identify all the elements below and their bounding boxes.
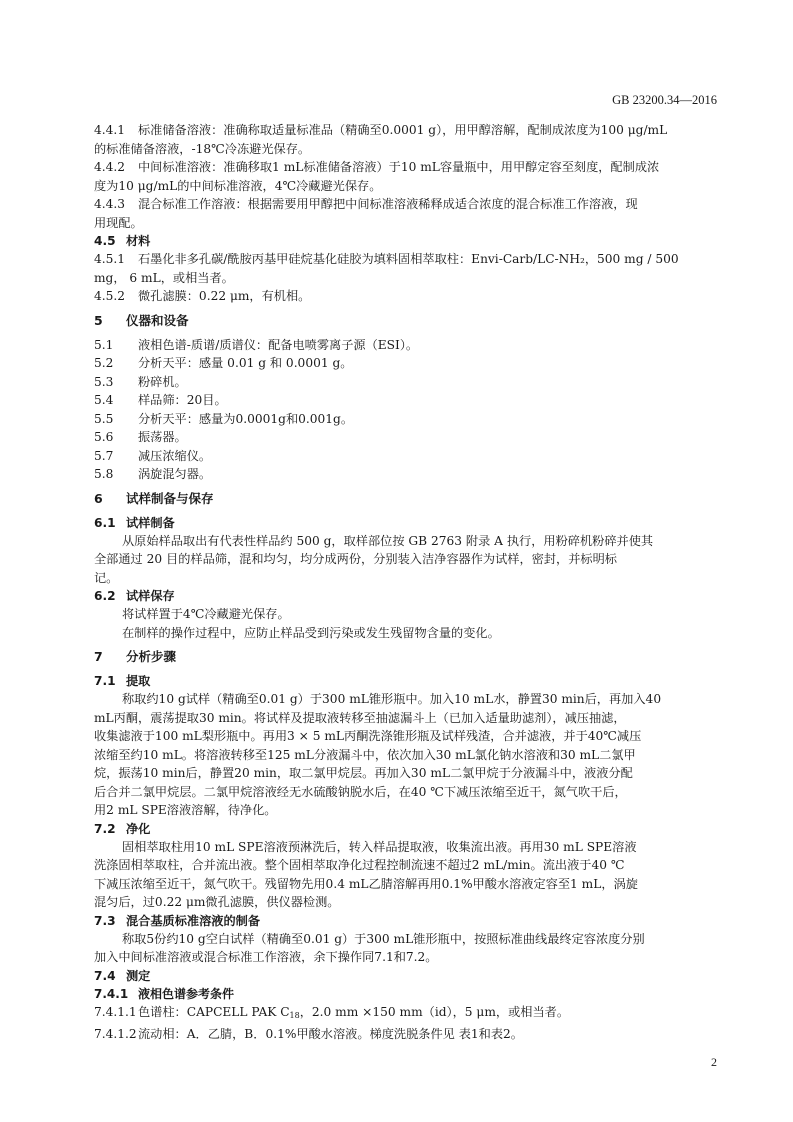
clause-4-5-1 xyxy=(94,250,718,269)
clause-number: 7.4.1.1 xyxy=(94,1004,137,1019)
clause-text: 石墨化非多孔碳/酰胺丙基甲硅烷基化硅胶为填料固相萃取柱：Envi-Carb/LC-NH₂，500 mg / 500 xyxy=(138,252,679,266)
heading-title: 净化 xyxy=(126,821,151,836)
clause-number: 4.4.3 xyxy=(94,197,126,211)
item-text: 分析天平：感量 0.01 g 和 0.0001 g。 xyxy=(138,356,353,370)
paragraph-line: 混匀后，过0.22 μm微孔滤膜，供仪器检测。 xyxy=(94,895,340,909)
heading-6 xyxy=(94,490,718,508)
item-number: 5.2 xyxy=(94,356,114,370)
heading-title: 提取 xyxy=(126,674,151,688)
equipment-item xyxy=(94,391,718,410)
heading-7-1 xyxy=(94,672,718,690)
item-number: 5.7 xyxy=(94,448,114,463)
heading-5 xyxy=(94,312,718,330)
clause-number: 4.5.1 xyxy=(94,252,126,266)
heading-7-4 xyxy=(94,967,718,985)
paragraph-line: 下减压浓缩至近干，氮气吹干。残留物先用0.4 mL乙腈溶解再用0.1%甲酸水溶液定容至1 mL，涡旋 xyxy=(94,876,638,891)
heading-number: 4.5 xyxy=(94,234,116,248)
equipment-item xyxy=(94,373,718,392)
subscript: 18 xyxy=(289,1010,300,1020)
item-text: 分析天平：感量为0.0001g和0.001g。 xyxy=(138,411,354,426)
item-number: 5.5 xyxy=(94,411,114,426)
clause-number: 4.4.2 xyxy=(94,160,126,174)
clause-number: 4.4.1 xyxy=(94,123,126,137)
heading-number: 6.1 xyxy=(94,515,116,530)
heading-number: 6 xyxy=(94,490,103,506)
item-text: 液相色谱-质谱/质谱仪：配备电喷雾离子源（ESI）。 xyxy=(138,337,419,352)
equipment-item xyxy=(94,428,718,447)
item-number: 5.4 xyxy=(94,393,114,407)
paragraph-line: 加入中间标准溶液或混合标准工作溶液，余下操作同7.1和7.2。 xyxy=(94,950,438,964)
clause-4-4-2 xyxy=(94,158,718,177)
item-number: 5.1 xyxy=(94,337,114,352)
clause-text: 微孔滤膜：0.22 μm，有机相。 xyxy=(138,289,311,303)
heading-number: 7.4 xyxy=(94,968,116,983)
heading-title: 分析步骤 xyxy=(126,649,177,664)
item-number: 5.8 xyxy=(94,467,114,481)
clause-text: 中间标准溶液：准确移取1 mL标准储备溶液）于10 mL容量瓶中，用甲醇定容至刻度，配制成浓 xyxy=(138,160,660,174)
item-text: 样品筛：20目。 xyxy=(138,393,227,407)
heading-title: 仪器和设备 xyxy=(126,312,189,328)
heading-title: 试样制备 xyxy=(126,515,175,530)
clause-text-cont: ，2.0 mm ×150 mm（id），5 μm，或相当者。 xyxy=(299,1004,570,1019)
heading-6-2 xyxy=(94,587,718,605)
heading-number: 7.4.1 xyxy=(94,986,129,1001)
heading-number: 7.3 xyxy=(94,913,116,928)
paragraph-line: 烷，振荡10 min后，静置20 min，取二氯甲烷层。再加入30 mL二氯甲烷于分液漏斗中，液液分配 xyxy=(94,766,633,780)
paragraph-line: 浓缩至约10 mL。将溶液转移至125 mL分液漏斗中，依次加入30 mL氯化钠水溶液和30 mL二氯甲 xyxy=(94,747,636,762)
item-text: 振荡器。 xyxy=(138,430,187,444)
equipment-item xyxy=(94,447,718,466)
clause-4-5-1-cont: mg， 6 mL，或相当者。 xyxy=(94,270,234,285)
paragraph-line: 称取约10 g试样（精确至0.01 g）于300 mL锥形瓶中。加入10 mL水，静置30 min后，再加入40 xyxy=(122,692,662,706)
equipment-item xyxy=(94,465,718,484)
paragraph-line: 全部通过 20 目的样品筛，混和均匀，均分成两份，分别装入洁净容器作为试样，密封，并标明标 xyxy=(94,552,617,566)
paragraph-line: 收集滤液于100 mL梨形瓶中。再用3 × 5 mL丙酮洗涤锥形瓶及试样残渣，合并滤液，并于40℃减压 xyxy=(94,729,642,743)
clause-text: 混合标准工作溶液：根据需要用甲醇把中间标准溶液稀释成适合浓度的混合标准工作溶液，现 xyxy=(138,197,638,211)
paragraph-line: 固相萃取柱用10 mL SPE溶液预淋洗后，转入样品提取液，收集流出液。再用30 mL SPE溶液 xyxy=(122,839,637,854)
paragraph-line: 用2 mL SPE溶液溶解，待净化。 xyxy=(94,803,277,817)
clause-text: 色谱柱：CAPCELL PAK C xyxy=(138,1004,290,1019)
heading-title: 测定 xyxy=(126,968,151,983)
item-number: 5.3 xyxy=(94,374,114,389)
paragraph-line: 在制样的操作过程中，应防止样品受到污染或发生残留物含量的变化。 xyxy=(122,625,500,640)
heading-title: 试样保存 xyxy=(126,589,175,603)
heading-7-4-1 xyxy=(94,985,718,1003)
paragraph-line: 洗涤固相萃取柱，合并流出液。整个固相萃取净化过程控制流速不超过2 mL/min。流出液于40 ℃ xyxy=(94,858,625,872)
equipment-item xyxy=(94,336,718,355)
heading-7-2 xyxy=(94,820,718,838)
heading-number: 7.1 xyxy=(94,674,116,688)
heading-number: 7 xyxy=(94,649,103,664)
clause-4-4-1-cont: 的标准储备溶液，-18℃冷冻避光保存。 xyxy=(94,141,311,156)
clause-text: 流动相：A．乙腈，B．0.1%甲酸水溶液。梯度洗脱条件见 表1和表2。 xyxy=(138,1027,523,1041)
paragraph-line: mL丙酮，震荡提取30 min。将试样及提取液转移至抽滤漏斗上（已加入适量助滤剂），减压抽滤， xyxy=(94,710,626,725)
equipment-item xyxy=(94,354,718,373)
heading-number: 6.2 xyxy=(94,589,116,603)
heading-7 xyxy=(94,648,718,666)
clause-7-4-1-1 xyxy=(94,1003,718,1026)
heading-title: 材料 xyxy=(126,234,151,248)
heading-6-1 xyxy=(94,514,718,532)
heading-title: 试样制备与保存 xyxy=(126,490,214,506)
heading-number: 5 xyxy=(94,312,103,328)
item-text: 涡旋混匀器。 xyxy=(138,467,212,481)
item-text: 减压浓缩仪。 xyxy=(138,448,212,463)
paragraph-line: 从原始样品取出有代表性样品约 500 g，取样部位按 GB 2763 附录 A 执行，用粉碎机粉碎并使其 xyxy=(122,533,654,548)
clause-number: 4.5.2 xyxy=(94,289,126,303)
clause-4-4-3 xyxy=(94,195,718,214)
item-text: 粉碎机。 xyxy=(138,374,187,389)
heading-number: 7.2 xyxy=(94,821,116,836)
paragraph-line: 将试样置于4℃冷藏避光保存。 xyxy=(122,607,290,621)
standard-code: GB 23200.34—2016 xyxy=(612,93,717,107)
clause-text: 标准储备溶液：准确称取适量标准品（精确至0.0001 g），用甲醇溶解，配制成浓度为100 μg/mL xyxy=(138,123,668,137)
heading-title: 混合基质标准溶液的制备 xyxy=(126,913,261,928)
heading-7-3 xyxy=(94,912,718,930)
clause-4-5-2 xyxy=(94,287,718,306)
page-content xyxy=(94,121,718,1044)
paragraph-line: 记。 xyxy=(94,570,119,585)
clause-number: 7.4.1.2 xyxy=(94,1027,137,1041)
item-number: 5.6 xyxy=(94,430,114,444)
clause-4-4-1 xyxy=(94,121,718,140)
clause-7-4-1-2 xyxy=(94,1025,718,1044)
heading-4-5 xyxy=(94,232,718,250)
paragraph-line: 称取5份约10 g空白试样（精确至0.01 g）于300 mL锥形瓶中，按照标准曲线最终定容浓度分别 xyxy=(122,931,645,946)
paragraph-line: 后合并二氯甲烷层。二氯甲烷溶液经无水硫酸钠脱水后，在40 ℃下减压浓缩至近干，氮气吹干后， xyxy=(94,784,627,799)
clause-4-4-3-cont: 用现配。 xyxy=(94,215,143,230)
equipment-item xyxy=(94,410,718,429)
page-number: 2 xyxy=(711,1055,717,1069)
clause-4-4-2-cont: 度为10 μg/mL的中间标准溶液，4℃冷藏避光保存。 xyxy=(94,178,382,193)
heading-title: 液相色谱参考条件 xyxy=(138,986,235,1001)
